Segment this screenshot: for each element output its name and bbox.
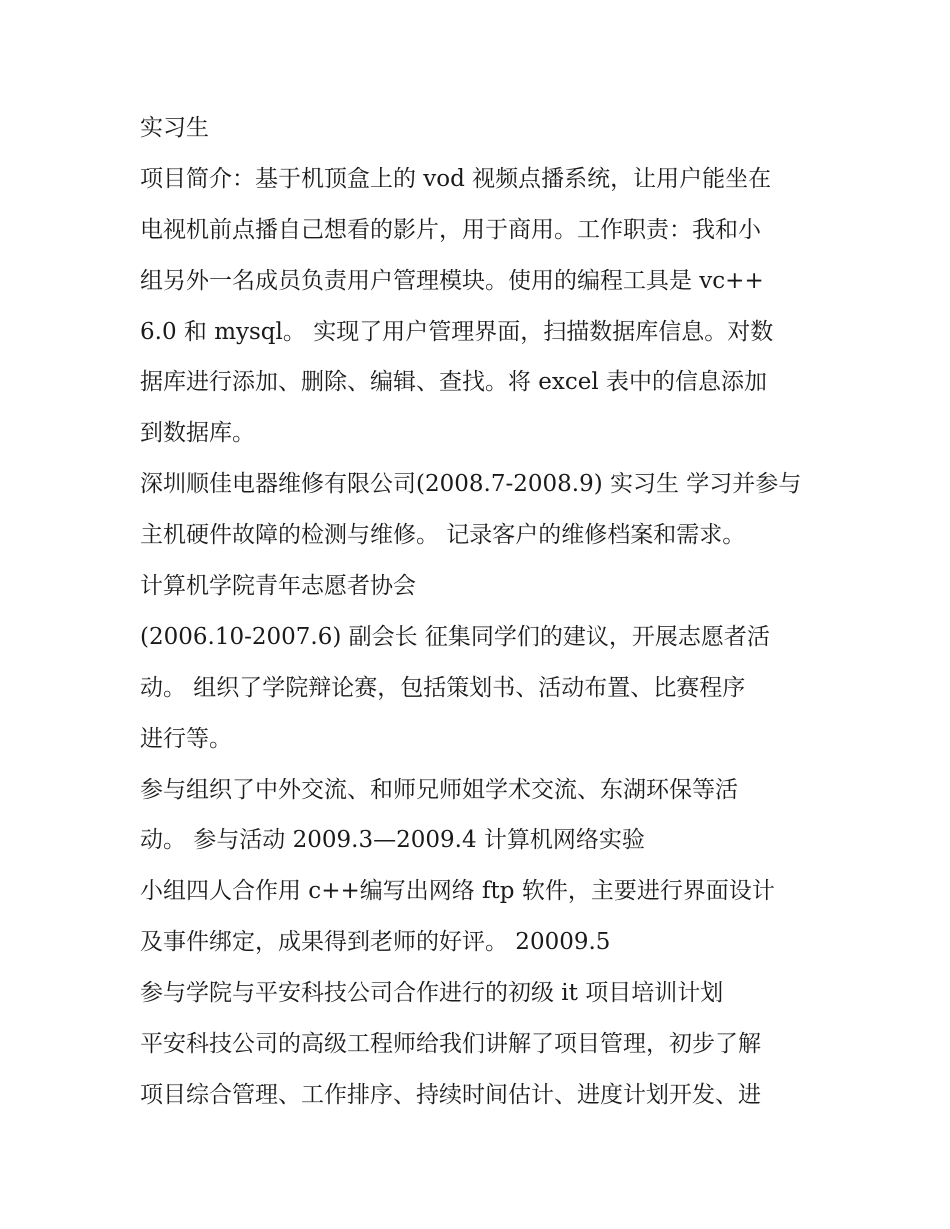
text-line: 到数据库。: [140, 420, 255, 447]
text-line: 动。 组织了学院辩论赛，包括策划书、活动布置、比赛程序: [140, 674, 746, 701]
document-body: [140, 103, 830, 1121]
text-line: 项目综合管理、工作排序、持续时间估计、进度计划开发、进: [140, 1081, 761, 1108]
text-line: 电视机前点播自己想看的影片，用于商用。工作职责：我和小: [140, 216, 761, 243]
text-line: 参与组织了中外交流、和师兄师姐学术交流、东湖环保等活: [140, 776, 738, 803]
text-line: 实习生: [140, 115, 209, 141]
text-line: 小组四人合作用 c++编写出网络 ftp 软件，主要进行界面设计: [140, 878, 775, 905]
text-line: 动。 参与活动 2009.3—2009.4 计算机网络实验: [140, 827, 645, 854]
text-line: 参与学院与平安科技公司合作进行的初级 it 项目培训计划: [140, 980, 724, 1007]
text-line: 据库进行添加、删除、编辑、查找。将 excel 表中的信息添加: [140, 369, 768, 396]
text-line: 深圳顺佳电器维修有限公司(2008.7-2008.9) 实习生 学习并参与: [140, 471, 802, 498]
text-line: 项目简介：基于机顶盒上的 vod 视频点播系统，让用户能坐在: [140, 165, 772, 192]
text-line: 及事件绑定，成果得到老师的好评。 20009.5: [140, 929, 611, 956]
text-line: 平安科技公司的高级工程师给我们讲解了项目管理，初步了解: [140, 1031, 761, 1058]
text-line: 6.0 和 mysql。 实现了用户管理界面，扫描数据库信息。对数: [140, 318, 774, 345]
text-line: 主机硬件故障的检测与维修。 记录客户的维修档案和需求。: [140, 522, 746, 549]
text-line: 计算机学院青年志愿者协会: [140, 573, 416, 600]
text-line: 进行等。: [140, 725, 232, 752]
text-line: 组另外一名成员负责用户管理模块。使用的编程工具是 vc++: [140, 267, 764, 294]
text-line: (2006.10-2007.6) 副会长 征集同学们的建议，开展志愿者活: [140, 623, 770, 650]
